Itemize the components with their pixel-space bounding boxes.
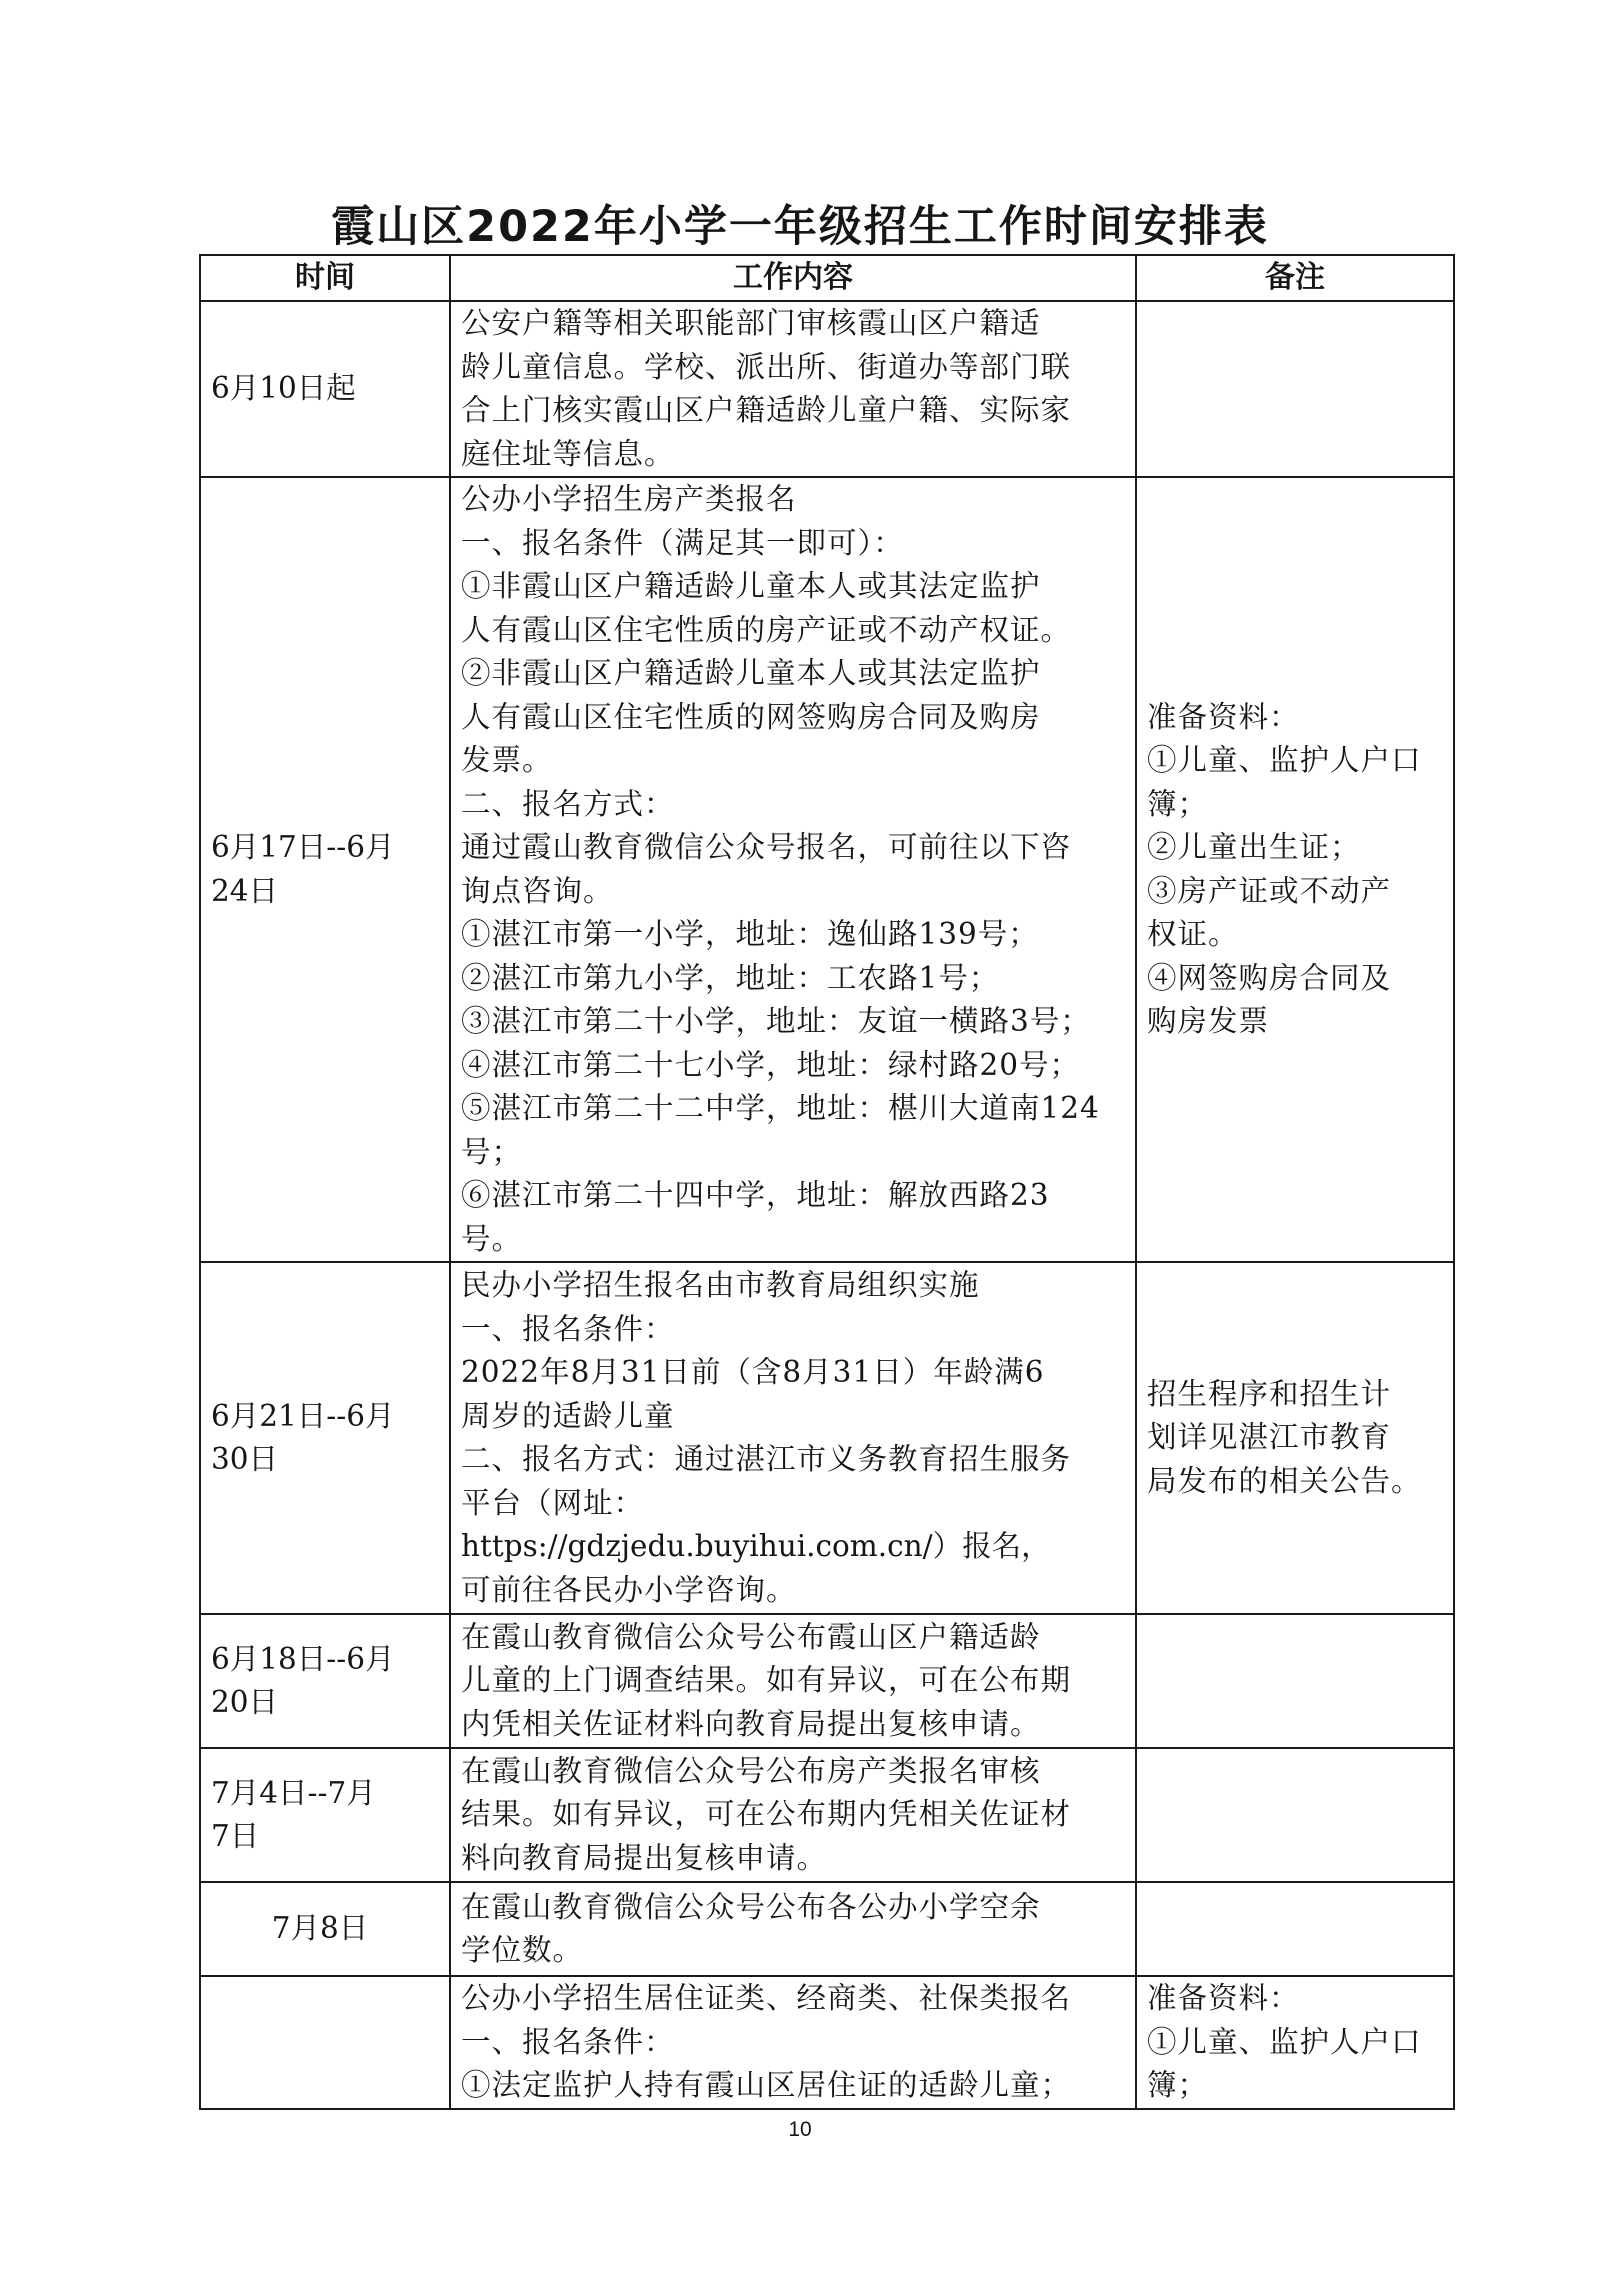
- note-line: 划详见湛江市教育: [1147, 1420, 1392, 1455]
- content-line: 庭住址等信息。: [461, 436, 675, 471]
- content-line: 二、报名方式：: [461, 786, 675, 821]
- note-line: 簿；: [1147, 2068, 1209, 2103]
- time-cell: [200, 1614, 450, 1748]
- table-row: [200, 1882, 1454, 1976]
- content-line: ③湛江市第二十小学，地址：友谊一横路3号；: [461, 1004, 1091, 1038]
- content-line: 询点咨询。: [461, 873, 614, 908]
- note-cell: [1136, 1262, 1454, 1614]
- content-cell: [450, 301, 1136, 477]
- time-line: 6月18日--6月: [211, 1641, 395, 1676]
- time-cell: [200, 1748, 450, 1882]
- content-line: 一、报名条件：: [461, 2024, 675, 2059]
- time-line: 24日: [211, 873, 279, 908]
- content-line: 发票。: [461, 743, 553, 777]
- table-row: [200, 477, 1454, 1262]
- content-line: ⑥湛江市第二十四中学，地址：解放西路23: [461, 1178, 1050, 1212]
- note-line: 簿；: [1147, 786, 1209, 821]
- content-line: 结果。如有异议，可在公布期内凭相关佐证材: [461, 1797, 1072, 1832]
- note-cell: [1136, 1976, 1454, 2109]
- note-line: 购房发票: [1147, 1004, 1270, 1038]
- note-cell: [1136, 1614, 1454, 1748]
- content-line: 合上门核实霞山区户籍适龄儿童户籍、实际家: [461, 393, 1072, 427]
- content-line: ①非霞山区户籍适龄儿童本人或其法定监护: [461, 569, 1041, 603]
- content-line: ②非霞山区户籍适龄儿童本人或其法定监护: [461, 656, 1041, 690]
- time-line: 7日: [211, 1819, 260, 1853]
- content-cell: [450, 1748, 1136, 1882]
- content-line: 人有霞山区住宅性质的房产证或不动产权证。: [461, 612, 1072, 647]
- time-line: 30日: [211, 1442, 279, 1476]
- content-line: 周岁的适龄儿童: [461, 1398, 675, 1433]
- table-header-row: [200, 255, 1454, 301]
- content-line: 二、报名方式：通过湛江市义务教育招生服务: [461, 1442, 1072, 1476]
- time-cell: [200, 1882, 450, 1976]
- content-line: 公办小学招生居住证类、经商类、社保类报名: [461, 1981, 1072, 2016]
- note-cell: [1136, 1748, 1454, 1882]
- time-cell: [200, 1976, 450, 2109]
- content-line: 龄儿童信息。学校、派出所、街道办等部门联: [461, 349, 1072, 384]
- content-line: https://gdzjedu.buyihui.com.cn/）报名，: [461, 1529, 1051, 1563]
- note-line: ④网签购房合同及: [1147, 960, 1392, 995]
- header-time: 时间: [200, 255, 450, 301]
- time-cell: [200, 1262, 450, 1614]
- content-line: 内凭相关佐证材料向教育局提出复核申请。: [461, 1706, 1041, 1741]
- note-line: 准备资料：: [1147, 1981, 1300, 2016]
- time-line: 20日: [211, 1685, 279, 1719]
- note-line: ③房产证或不动产: [1147, 873, 1392, 908]
- table-row: [200, 1262, 1454, 1614]
- content-line: 学位数。: [461, 1933, 584, 1967]
- content-cell: [450, 1262, 1136, 1614]
- table-row: [200, 1976, 1454, 2109]
- content-cell: [450, 1976, 1136, 2109]
- content-line: ②湛江市第九小学，地址：工农路1号；: [461, 960, 1000, 995]
- content-line: ①湛江市第一小学，地址：逸仙路139号；: [461, 917, 1039, 951]
- header-content: 工作内容: [450, 255, 1136, 301]
- content-line: 2022年8月31日前（含8月31日）年龄满6: [461, 1355, 1045, 1389]
- content-line: 号；: [461, 1134, 523, 1169]
- content-line: 在霞山教育微信公众号公布各公办小学空余: [461, 1889, 1041, 1924]
- time-line: 6月21日--6月: [211, 1398, 395, 1433]
- note-cell: [1136, 301, 1454, 477]
- content-cell: [450, 1614, 1136, 1748]
- content-line: 在霞山教育微信公众号公布霞山区户籍适龄: [461, 1619, 1041, 1654]
- time-line: 6月10日起: [211, 371, 356, 406]
- content-line: ④湛江市第二十七小学，地址：绿村路20号；: [461, 1047, 1081, 1082]
- note-line: ①儿童、监护人户口: [1147, 2024, 1422, 2059]
- note-cell: [1136, 477, 1454, 1262]
- page-number: 10: [788, 2118, 812, 2141]
- content-line: 号。: [461, 1221, 523, 1256]
- content-line: 公办小学招生房产类报名: [461, 482, 797, 516]
- table-row: [200, 301, 1454, 477]
- time-cell: [200, 477, 450, 1262]
- document-title: 霞山区2022年小学一年级招生工作时间安排表: [331, 202, 1269, 252]
- content-line: 公安户籍等相关职能部门审核霞山区户籍适: [461, 306, 1041, 340]
- content-line: ①法定监护人持有霞山区居住证的适龄儿童；: [461, 2068, 1072, 2103]
- time-line: 7月4日--7月: [211, 1775, 376, 1810]
- note-cell: [1136, 1882, 1454, 1976]
- table-row: [200, 1614, 1454, 1748]
- time-cell: [200, 301, 450, 477]
- content-line: 儿童的上门调查结果。如有异议，可在公布期: [461, 1663, 1072, 1698]
- content-line: ⑤湛江市第二十二中学，地址：椹川大道南124: [461, 1091, 1100, 1125]
- content-line: 在霞山教育微信公众号公布房产类报名审核: [461, 1753, 1041, 1788]
- schedule-table: [199, 254, 1455, 2110]
- note-line: ①儿童、监护人户口: [1147, 743, 1422, 777]
- note-line: 局发布的相关公告。: [1147, 1463, 1422, 1498]
- content-line: 一、报名条件：: [461, 1311, 675, 1346]
- time-line: 7月8日: [271, 1911, 369, 1946]
- content-line: 通过霞山教育微信公众号报名，可前往以下咨: [461, 830, 1072, 864]
- content-cell: [450, 1882, 1136, 1976]
- note-line: ②儿童出生证；: [1147, 830, 1361, 864]
- content-line: 一、报名条件（满足其一即可）：: [461, 525, 904, 560]
- content-cell: [450, 477, 1136, 1262]
- note-line: 招生程序和招生计: [1147, 1376, 1392, 1411]
- note-line: 权证。: [1147, 917, 1239, 951]
- content-line: 人有霞山区住宅性质的网签购房合同及购房: [461, 699, 1041, 734]
- content-line: 平台（网址：: [461, 1485, 645, 1520]
- header-note: 备注: [1136, 255, 1454, 301]
- content-line: 民办小学招生报名由市教育局组织实施: [461, 1268, 980, 1302]
- content-line: 料向教育局提出复核申请。: [461, 1840, 828, 1875]
- note-line: 准备资料：: [1147, 699, 1300, 734]
- content-line: 可前往各民办小学咨询。: [461, 1572, 797, 1607]
- table-row: [200, 1748, 1454, 1882]
- time-line: 6月17日--6月: [211, 830, 395, 864]
